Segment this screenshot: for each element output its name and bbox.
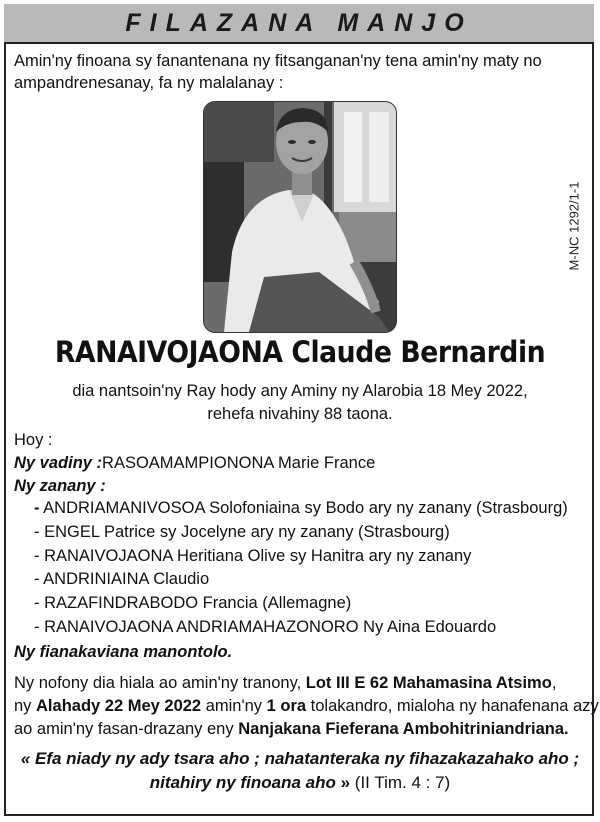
burial-place: Nanjakana Fieferana Ambohitriniandriana. <box>238 720 569 738</box>
family-closing: Ny fianakaviana manontolo. <box>14 643 233 661</box>
list-dash: - <box>34 499 40 517</box>
hoy-label: Hoy : <box>14 431 53 449</box>
death-date-line: dia nantsoin'ny Ray hody any Aminy ny Alarobia 18 Mey 2022, <box>72 382 528 400</box>
funeral-line-2 <box>14 695 599 717</box>
age-line: rehefa nivahiny 88 taona. <box>207 405 393 423</box>
list-item-text: RAZAFINDRABODO Francia (Allemagne) <box>39 594 352 613</box>
list-item <box>34 592 568 616</box>
funeral-address: Lot III E 62 Mahamasina Atsimo <box>305 674 552 692</box>
quote-line-1: « Efa niady ny ady tsara aho ; nahatanteraka ny fihazakazahako aho ; <box>20 749 580 768</box>
portrait-photo <box>203 101 397 333</box>
list-item-text: RANAIVOJAONA Heritiana Olive sy Hanitra ary ny zanany <box>39 546 472 565</box>
funeral-text: ny <box>14 697 37 715</box>
list-item-text: ANDRIAMANIVOSOA Solofoniaina sy Bodo ary ny zanany (Strasbourg) <box>39 499 568 517</box>
list-dash: - <box>34 522 40 541</box>
list-item <box>34 545 568 569</box>
list-dash: - <box>34 594 40 613</box>
funeral-line-1 <box>14 672 556 694</box>
list-dash: - <box>34 570 40 589</box>
funeral-text: Ny nofony dia hiala ao amin'ny tranony, <box>14 674 306 692</box>
list-item-text: ANDRINIAINA Claudio <box>39 570 210 589</box>
list-dash: - <box>34 617 40 636</box>
deceased-name: RANAIVOJAONA Claude Bernardin <box>54 335 546 369</box>
children-label: Ny zanany : <box>14 477 106 495</box>
list-dash: - <box>34 546 40 565</box>
list-item <box>34 521 568 545</box>
intro-text: Amin'ny finoana sy fanantenana ny fitsanganan'ny tena amin'ny maty no ampandrenesanay, fa ny malalanay : <box>14 52 542 92</box>
list-item-text: ENGEL Patrice sy Jocelyne ary ny zanany (Strasbourg) <box>39 522 450 541</box>
notice-header <box>4 4 594 44</box>
funeral-text: amin'ny <box>201 697 267 715</box>
list-item-text: RANAIVOJAONA ANDRIAMAHAZONORO Ny Aina Edouardo <box>39 617 497 636</box>
children-list <box>34 497 568 640</box>
spouse-name: RASOAMAMPIONONA Marie France <box>102 454 376 472</box>
spouse-line <box>14 452 375 474</box>
reference-code: M-NC 1292/1-1 <box>566 181 582 271</box>
quote-line-2 <box>0 772 600 794</box>
funeral-date: Alahady 22 Mey 2022 <box>36 697 202 715</box>
funeral-line-3 <box>14 718 569 740</box>
funeral-text: tolakandro, mialoha ny hanafenana azy <box>306 697 599 715</box>
list-item <box>34 568 568 592</box>
spouse-label: Ny vadiny : <box>14 454 103 472</box>
quote-close: » <box>335 773 351 792</box>
list-item <box>34 497 568 521</box>
quote-reference: (II Tim. 4 : 7) <box>350 773 451 792</box>
list-item <box>34 616 568 640</box>
funeral-text: ao amin'ny fasan-drazany eny <box>14 720 239 738</box>
funeral-time: 1 ora <box>266 697 307 715</box>
funeral-text: , <box>551 674 557 692</box>
notice-title: FILAZANA MANJO <box>125 8 473 37</box>
quote-text: nitahiry ny finoana aho <box>149 773 336 792</box>
